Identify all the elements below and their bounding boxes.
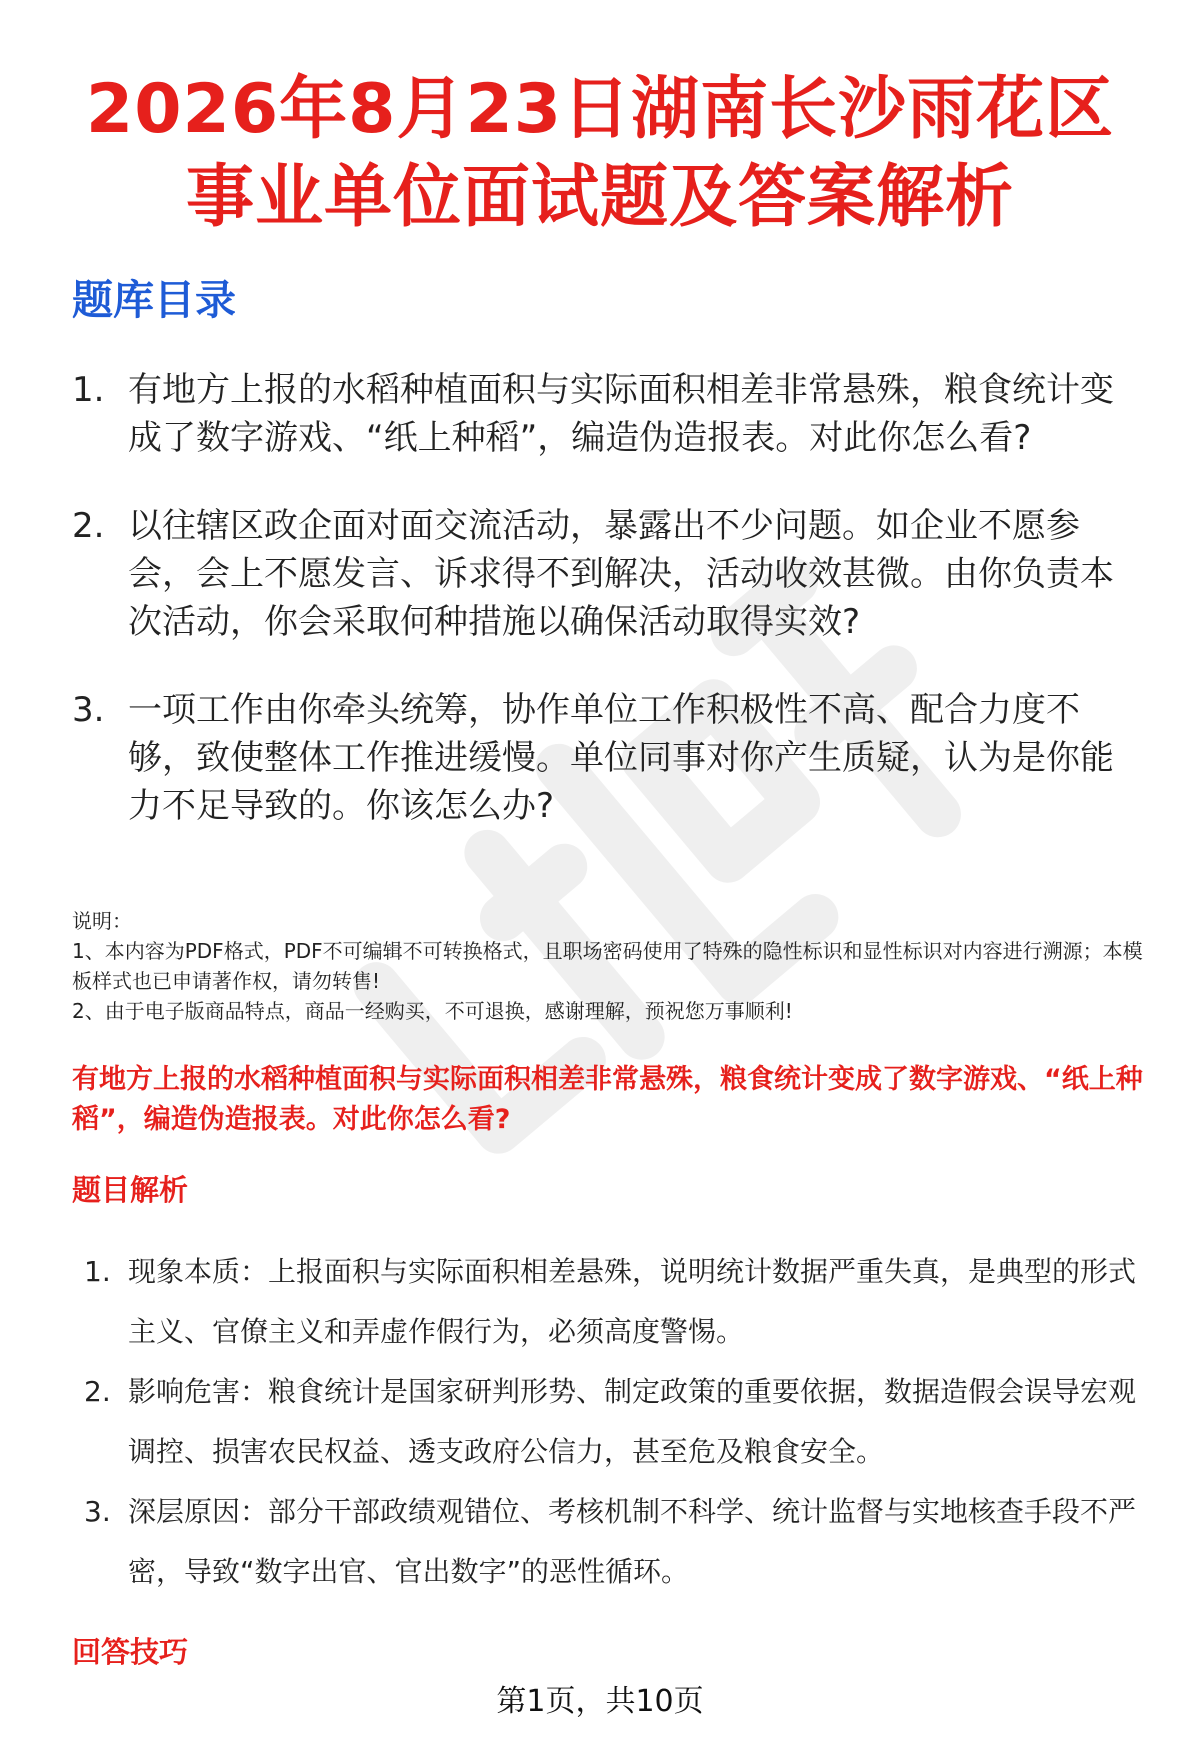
document-title: 2026年8月23日湖南长沙雨花区事业单位面试题及答案解析 [85,70,1115,237]
toc-list [72,366,1142,830]
analysis-item-number: 1. [84,1255,111,1288]
analysis-list [84,1242,1144,1602]
tips-heading: 回答技巧 [72,1635,189,1669]
analysis-item-number: 2. [84,1375,111,1408]
notes-line: 1、本内容为PDF格式，PDF不可编辑不可转换格式，且职场密码使用了特殊的隐性标识和显性标识对内容进行溯源；本模板样式也已申请著作权，请勿转售! [72,939,1143,993]
question-title: 有地方上报的水稻种植面积与实际面积相差非常悬殊，粮食统计变成了数字游戏、“纸上种稻”，编造伪造报表。对此你怎么看? [72,1064,1143,1135]
analysis-item [84,1482,1144,1602]
toc-item-number: 1. [72,370,105,410]
notes-section [72,906,1162,1026]
toc-item-number: 2. [72,506,105,546]
toc-item-text: 以往辖区政企面对面交流活动，暴露出不少问题。如企业不愿参会，会上不愿发言、诉求得不到解决，活动收效甚微。由你负责本次活动，你会采取何种措施以确保活动取得实效? [128,506,1114,642]
analysis-item [84,1242,1144,1362]
toc-item[interactable] [72,502,1142,646]
toc-item-text: 一项工作由你牵头统筹，协作单位工作积极性不高、配合力度不够，致使整体工作推进缓慢。单位同事对你产生质疑，认为是你能力不足导致的。你该怎么办? [128,690,1114,826]
analysis-heading: 题目解析 [72,1173,189,1207]
toc-item-text: 有地方上报的水稻种植面积与实际面积相差非常悬殊，粮食统计变成了数字游戏、“纸上种稻”，编造伪造报表。对此你怎么看? [128,370,1114,458]
analysis-item-text: 影响危害：粮食统计是国家研判形势、制定政策的重要依据，数据造假会误导宏观调控、损害农民权益、透支政府公信力，甚至危及粮食安全。 [128,1375,1137,1468]
analysis-item [84,1362,1144,1482]
toc-item[interactable] [72,366,1142,462]
analysis-item-number: 3. [84,1495,111,1528]
toc-item[interactable] [72,686,1142,830]
page-number: 第1页，共10页 [496,1684,704,1719]
analysis-item-text: 现象本质：上报面积与实际面积相差悬殊，说明统计数据严重失真，是典型的形式主义、官僚主义和弄虚作假行为，必须高度警惕。 [128,1255,1137,1348]
toc-item-number: 3. [72,690,105,730]
analysis-item-text: 深层原因：部分干部政绩观错位、考核机制不科学、统计监督与实地核查手段不严密，导致“数字出官、官出数字”的恶性循环。 [128,1495,1137,1588]
notes-label: 说明： [72,909,132,933]
toc-heading: 题库目录 [72,276,236,324]
notes-line: 2、由于电子版商品特点，商品一经购买，不可退换，感谢理解，预祝您万事顺利! [72,999,793,1023]
